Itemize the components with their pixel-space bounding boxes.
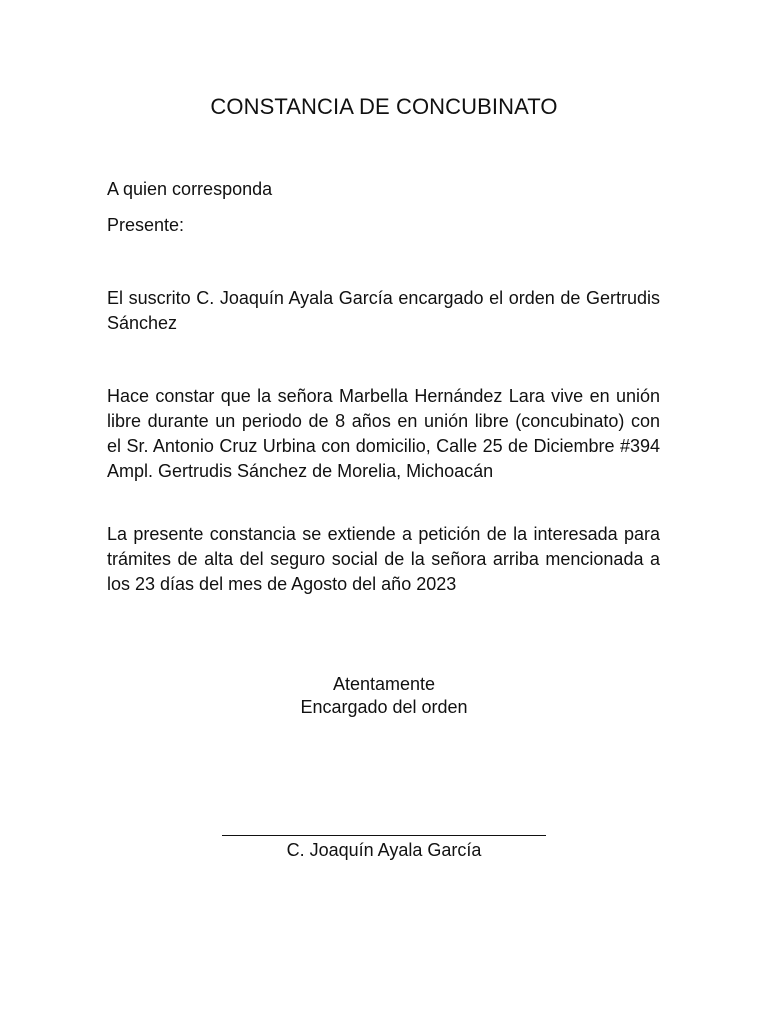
presente-line: Presente: <box>107 215 185 235</box>
statement-paragraph: Hace constar que la señora Marbella Hernández Lara vive en unión libre durante un periodo de 8 años en unión libre (concubinato) con el Sr. Antonio Cruz Urbina con domicilio, Calle 25 de Diciembre #394 Ampl. Gertrudis Sánchez de Morelia, Michoacán <box>107 386 660 481</box>
signature-line <box>222 835 546 836</box>
signatory-name: C. Joaquín Ayala García <box>286 840 482 860</box>
document-title: CONSTANCIA DE CONCUBINATO <box>210 94 558 119</box>
intro-paragraph: El suscrito C. Joaquín Ayala García encargado el orden de Gertrudis Sánchez <box>107 288 660 333</box>
closing-role: Encargado del orden <box>300 697 468 717</box>
greeting-line: A quien corresponda <box>107 179 273 199</box>
closing-salutation: Atentamente <box>332 674 436 694</box>
purpose-paragraph: La presente constancia se extiende a petición de la interesada para trámites de alta del seguro social de la señora arriba mencionada a los 23 días del mes de Agosto del año 2023 <box>107 524 660 594</box>
